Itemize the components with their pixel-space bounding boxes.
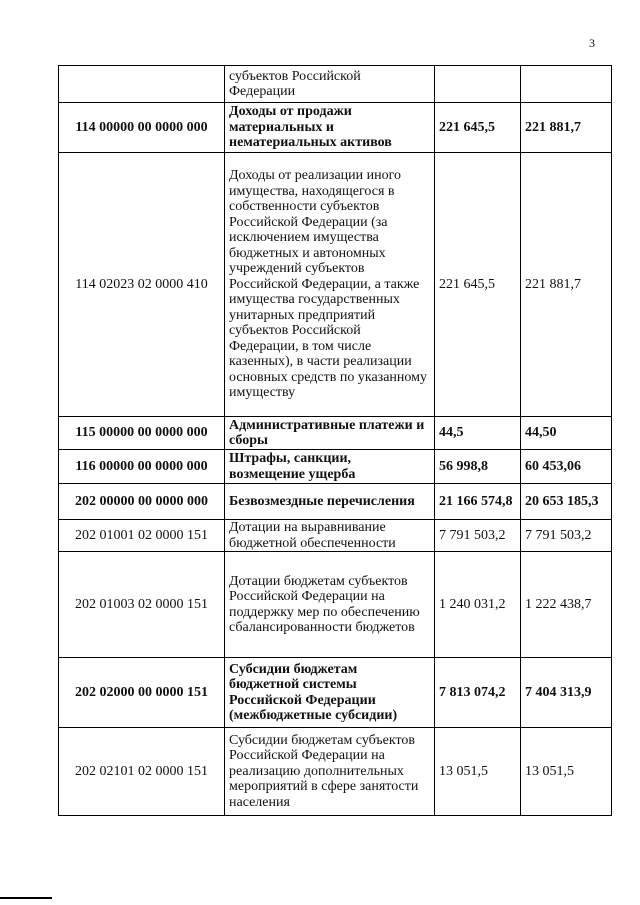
amount-2014-cell bbox=[435, 66, 521, 103]
table-body bbox=[59, 66, 612, 816]
description-cell: Административные платежи и сборы bbox=[225, 417, 435, 450]
amount-2014-cell: 221 645,5 bbox=[435, 103, 521, 153]
amount-2014-cell: 21 166 574,8 bbox=[435, 484, 521, 520]
amount-2015-cell: 1 222 438,7 bbox=[521, 552, 612, 658]
description-cell: Субсидии бюджетам субъектов Российской Федерации на реализацию дополнительных мероприятий в сфере занятости населения bbox=[225, 728, 435, 816]
table-row bbox=[59, 450, 612, 484]
budget-code-cell: 115 00000 00 0000 000 bbox=[59, 417, 225, 450]
amount-2015-cell: 13 051,5 bbox=[521, 728, 612, 816]
table-row bbox=[59, 728, 612, 816]
amount-2014-cell: 7 813 074,2 bbox=[435, 658, 521, 728]
description-cell: Дотации бюджетам субъектов Российской Федерации на поддержку мер по обеспечению сбалансированности бюджетов bbox=[225, 552, 435, 658]
amount-2014-cell: 221 645,5 bbox=[435, 153, 521, 417]
table-row bbox=[59, 417, 612, 450]
budget-table bbox=[58, 65, 612, 816]
amount-2015-cell: 60 453,06 bbox=[521, 450, 612, 484]
amount-2015-cell: 44,50 bbox=[521, 417, 612, 450]
table-row bbox=[59, 552, 612, 658]
amount-2015-cell: 221 881,7 bbox=[521, 103, 612, 153]
amount-2014-cell: 7 791 503,2 bbox=[435, 520, 521, 552]
description-cell: Субсидии бюджетам бюджетной системы Российской Федерации (межбюджетные субсидии) bbox=[225, 658, 435, 728]
description-cell: Безвозмездные перечисления bbox=[225, 484, 435, 520]
budget-code-cell: 202 02101 02 0000 151 bbox=[59, 728, 225, 816]
description-cell: Доходы от реализации иного имущества, находящегося в собственности субъектов Российской Федерации (за исключением имущества бюджетных и автономных учреждений субъектов Российской Федерации, а также имущества государственных унитарных предприятий субъектов Российской Федерации, в том числе казенных), в части реализации основных средств по указанному имуществу bbox=[225, 153, 435, 417]
footer-line bbox=[0, 897, 52, 899]
budget-code-cell: 116 00000 00 0000 000 bbox=[59, 450, 225, 484]
amount-2015-cell bbox=[521, 66, 612, 103]
budget-code-cell bbox=[59, 66, 225, 103]
amount-2015-cell: 7 404 313,9 bbox=[521, 658, 612, 728]
budget-code-cell: 114 02023 02 0000 410 bbox=[59, 153, 225, 417]
page-number: 3 bbox=[589, 36, 595, 50]
budget-code-cell: 202 00000 00 0000 000 bbox=[59, 484, 225, 520]
amount-2014-cell: 13 051,5 bbox=[435, 728, 521, 816]
budget-code-cell: 202 01003 02 0000 151 bbox=[59, 552, 225, 658]
description-cell: Доходы от продажи материальных и нематериальных активов bbox=[225, 103, 435, 153]
table-row bbox=[59, 66, 612, 103]
amount-2014-cell: 44,5 bbox=[435, 417, 521, 450]
budget-code-cell: 202 02000 00 0000 151 bbox=[59, 658, 225, 728]
budget-code-cell: 114 00000 00 0000 000 bbox=[59, 103, 225, 153]
description-cell: Дотации на выравнивание бюджетной обеспеченности bbox=[225, 520, 435, 552]
table-row bbox=[59, 484, 612, 520]
amount-2014-cell: 56 998,8 bbox=[435, 450, 521, 484]
table-row bbox=[59, 103, 612, 153]
amount-2014-cell: 1 240 031,2 bbox=[435, 552, 521, 658]
description-cell: Штрафы, санкции, возмещение ущерба bbox=[225, 450, 435, 484]
amount-2015-cell: 7 791 503,2 bbox=[521, 520, 612, 552]
table-row bbox=[59, 520, 612, 552]
table-row bbox=[59, 658, 612, 728]
table-row bbox=[59, 153, 612, 417]
amount-2015-cell: 221 881,7 bbox=[521, 153, 612, 417]
description-cell: субъектов Российской Федерации bbox=[225, 66, 435, 103]
amount-2015-cell: 20 653 185,3 bbox=[521, 484, 612, 520]
budget-code-cell: 202 01001 02 0000 151 bbox=[59, 520, 225, 552]
